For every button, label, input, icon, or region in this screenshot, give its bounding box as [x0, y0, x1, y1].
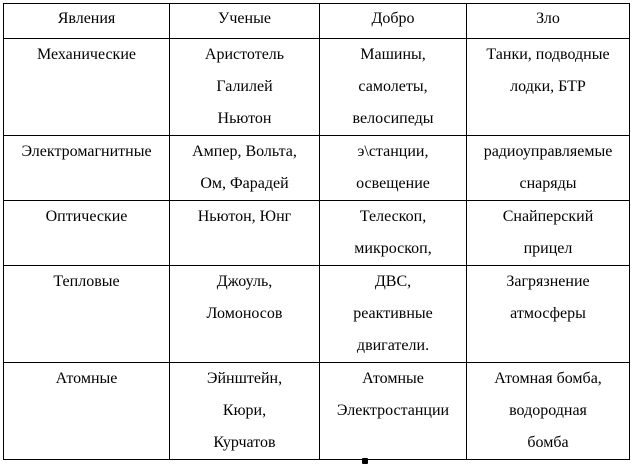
cell-line: бомба [527, 434, 569, 451]
cell-line: Ньютон [217, 110, 272, 127]
cell-line: Ломоносов [206, 305, 283, 322]
cell-line: реактивные [353, 305, 433, 322]
cell-line: Эйнштейн, [206, 370, 283, 387]
cell-phenomenon [4, 39, 170, 136]
cell-line: самолеты, [358, 78, 428, 95]
cell-line: Ньютон, Юнг [197, 208, 292, 225]
cell-good [320, 39, 467, 136]
cell-scientists [170, 136, 320, 201]
cell-phenomenon [4, 201, 170, 266]
table-row [4, 363, 630, 460]
cell-evil [467, 266, 630, 363]
cell-line: Атомная бомба, [494, 370, 602, 387]
table-row [4, 266, 630, 363]
cell-line: Курчатов [213, 434, 276, 451]
cell-phenomenon [4, 266, 170, 363]
cell-line: Ампер, Вольта, [192, 143, 297, 160]
text-fragment-artifact [362, 458, 368, 464]
cell-line: Атомные [55, 370, 118, 387]
table-row [4, 136, 630, 201]
cell-good [320, 363, 467, 460]
cell-line: Электромагнитные [21, 143, 152, 160]
cell-evil [467, 136, 630, 201]
cell-line: прицел [523, 240, 573, 257]
cell-line: Электростанции [336, 402, 450, 419]
cell-evil [467, 363, 630, 460]
cell-line: Ом, Фарадей [200, 175, 289, 192]
cell-line: э\станции, [357, 143, 429, 160]
cell-line: лодки, БТР [510, 78, 586, 95]
cell-line: освещение [356, 175, 430, 192]
cell-evil [467, 39, 630, 136]
cell-line: атмосферы [510, 305, 586, 322]
cell-line: микроскоп, [354, 240, 432, 257]
cell-line: Джоуль, [216, 273, 273, 290]
cell-scientists [170, 363, 320, 460]
cell-good [320, 201, 467, 266]
header-phenomena: Явления [4, 4, 170, 39]
cell-good [320, 136, 467, 201]
cell-line: радиоуправляемые [483, 143, 613, 160]
table-row [4, 39, 630, 136]
cell-good [320, 266, 467, 363]
cell-line: Атомные [362, 370, 424, 387]
header-scientists: Ученые [170, 4, 320, 39]
cell-line: водородная [509, 402, 587, 419]
cell-line: Танки, подводные [486, 46, 610, 63]
cell-line: Загрязнение [506, 273, 590, 290]
cell-line: Механические [36, 46, 136, 63]
cell-phenomenon [4, 136, 170, 201]
header-evil: Зло [467, 4, 630, 39]
cell-scientists [170, 266, 320, 363]
cell-line: Тепловые [53, 273, 120, 290]
cell-line: велосипеды [352, 110, 434, 127]
cell-line: Галилей [216, 78, 273, 95]
cell-phenomenon [4, 363, 170, 460]
science-good-evil-table [3, 3, 630, 460]
cell-scientists [170, 201, 320, 266]
cell-line: двигатели. [356, 337, 430, 354]
cell-scientists [170, 39, 320, 136]
header-good: Добро [320, 4, 467, 39]
cell-line: Снайперский [502, 208, 594, 225]
table-row [4, 201, 630, 266]
cell-line: Телескоп, [359, 208, 427, 225]
cell-line: Оптические [45, 208, 128, 225]
cell-line: ДВС, [374, 273, 412, 290]
cell-line: Аристотель [204, 46, 285, 63]
cell-line: Машины, [360, 46, 426, 63]
cell-evil [467, 201, 630, 266]
cell-line: Кюри, [222, 402, 267, 419]
cell-line: снаряды [519, 175, 577, 192]
header-row [4, 4, 630, 39]
